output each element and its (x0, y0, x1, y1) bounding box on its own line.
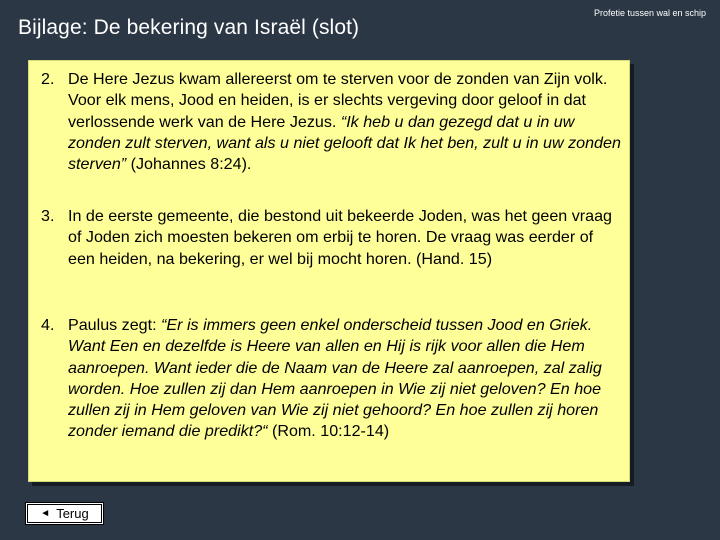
item-text (68, 69, 623, 175)
back-button-label: Terug (56, 506, 89, 521)
item-number: 3. (41, 207, 55, 225)
item-number: 2. (41, 70, 55, 88)
item-number: 4. (41, 316, 55, 334)
bible-reference: (Rom. 10:12-14) (267, 422, 390, 441)
item-body: In de eerste gemeente, die bestond uit bekeerde Joden, was het geen vraag of Joden zich moesten bekeren om erbij te horen. De vraag was eerder of een heiden, na bekering, er wel bij mocht horen. (Hand. 15) (68, 207, 612, 268)
item-text (68, 315, 623, 443)
bible-reference: (Johannes 8:24). (126, 155, 252, 174)
list-item (41, 69, 623, 175)
presentation-subtitle: Profetie tussen wal en schip (593, 8, 706, 18)
bible-quote: “Er is immers geen enkel onderscheid tussen Jood en Griek. Want Een en dezelfde is Heere van allen en Hij is rijk voor allen die Hem aanroepen. Want ieder die de Naam van de Heere zal aanroepen, zal zalig worden. Hoe zullen zij dan Hem aanroepen in Wie zij niet geloven? En hoe zullen zij in Hem geloven van Wie zij niet gehoord? En hoe zullen zij horen zonder iemand die predikt?“ (68, 316, 602, 441)
back-button[interactable] (25, 502, 104, 525)
page-title: Bijlage: De bekering van Israël (slot) (18, 16, 360, 39)
list-item (41, 315, 623, 443)
item-text (68, 206, 623, 270)
item-body: De Here Jezus kwam allereerst om te sterven voor de zonden van Zijn volk. Voor elk mens, Jood en heiden, is er slechts vergeving door geloof in dat verlossende werk van de Here Jezus. (68, 70, 608, 131)
triangle-left-icon: ◄ (40, 508, 51, 519)
content-panel (28, 60, 630, 482)
bible-quote: “Ik heb u dan gezegd dat u in uw zonden zult sterven, want als u niet gelooft dat Ik het ben, zult u in uw zonden sterven” (68, 112, 621, 174)
list-item (41, 206, 623, 270)
item-body: Paulus zegt: (68, 316, 162, 334)
